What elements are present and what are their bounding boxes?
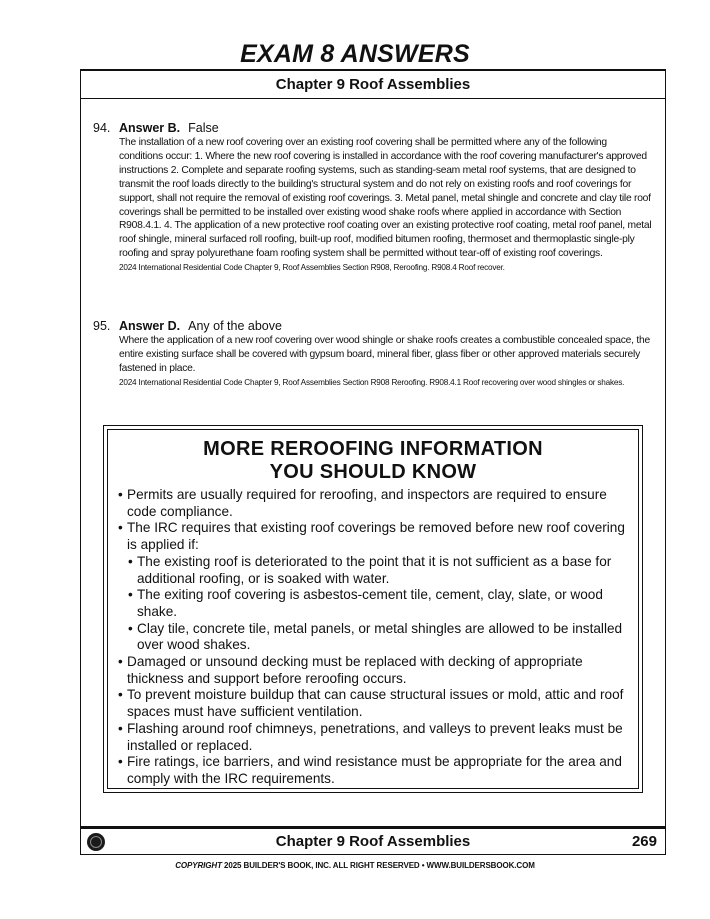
reroofing-info-box (103, 425, 643, 793)
info-list (108, 487, 638, 788)
question-number: 94. (93, 121, 111, 135)
answer-explanation: The installation of a new roof covering over an existing roof covering shall be permitted where any of the following conditions occur: 1. Where the new roof covering is installed in accordance with the roof covering manufacturer's approved instructions 2. Complete and separate roofing systems, such as standing-seam metal roof systems, that are designed to transmit the roof loads directly to the building's structural system and do not rely on existing roofs and roof coverings for support, shall not require the removal of existing roof coverings. 3. Metal panel, metal shingle and concrete and clay tile roof coverings shall be permitted to be installed over existing wood shake roofs where applied in accordance with Section R908.4.1. 4. The application of a new protective roof coating over an existing protective roof coating, metal roof panel, metal roof shingle, mineral surfaced roll roofing, built-up roof, modified bitumen roofing, thermoset and thermoplastic single-ply roofing and spray polyurethane foam roofing system shall be permitted without tear-off of existing roof coverings. (119, 137, 652, 260)
info-item: • Fire ratings, ice barriers, and wind resistance must be appropriate for the area and comply with the IRC requirements. (118, 754, 622, 786)
bullet-icon: • (128, 553, 133, 569)
bullet-icon: • (118, 487, 123, 502)
info-item: • To prevent moisture buildup that can cause structural issues or mold, attic and roof spaces must have sufficient ventilation. (118, 687, 624, 720)
info-subitem: • Clay tile, concrete tile, metal panels, or metal shingles are allowed to be installed over wood shakes. (128, 620, 623, 653)
bullet-icon: • (128, 620, 133, 636)
answer-explanation: Where the application of a new roof covering over wood shingle or shake roofs creates a combustible concealed space, the entire existing surface shall be covered with gypsum board, mineral fiber, glass fiber or other approved materials securely fastened in place. (119, 335, 650, 374)
answer-choice: Any of the above (188, 319, 282, 333)
answer-heading (93, 121, 653, 136)
answer-key: Answer D. (119, 319, 181, 333)
answer-94 (93, 121, 653, 273)
code-reference: 2024 International Residential Code Chapter 9, Roof Assemblies Section R908 Reroofing. R908.4.1 Roof recovering over wood shingles or shakes. (119, 377, 625, 387)
info-item: • Flashing around roof chimneys, penetrations, and valleys to prevent leaks must be installed or replaced. (118, 720, 623, 753)
bullet-icon: • (118, 654, 123, 670)
info-item: • Damaged or unsound decking must be replaced with decking of appropriate thickness and support before reroofing occurs. (118, 654, 583, 686)
answer-choice: False (188, 121, 219, 135)
copyright-notice: COPYRIGHT 2025 BUILDER'S BOOK, INC. ALL RIGHT RESERVED • WWW.BUILDERSBOOK.COM (175, 861, 535, 870)
page-title: EXAM 8 ANSWERS (240, 40, 470, 68)
info-box-title (108, 438, 638, 484)
bullet-icon: • (118, 754, 123, 770)
question-number: 95. (93, 319, 111, 333)
info-box-inner-border (107, 429, 639, 789)
bullet-icon: • (118, 520, 123, 536)
info-subitem: • The exiting roof covering is asbestos-cement tile, cement, clay, slate, or wood shake. (128, 587, 603, 619)
bullet-icon: • (118, 720, 123, 736)
info-item: • Permits are usually required for reroofing, and inspectors are required to ensure code compliance. (118, 487, 607, 519)
footer-chapter-title: Chapter 9 Roof Assemblies (275, 833, 471, 850)
info-title-line-2: YOU SHOULD KNOW (269, 461, 477, 483)
info-title-line-1: MORE REROOFING INFORMATION (203, 438, 543, 460)
chapter-header: Chapter 9 Roof Assemblies (81, 71, 665, 99)
answer-key: Answer B. (119, 121, 181, 135)
info-subitem: • The existing roof is deteriorated to the point that it is not sufficient as a base for additional roofing, or is soaked with water. (128, 553, 612, 586)
bullet-icon: • (128, 587, 133, 603)
answer-95 (93, 319, 653, 388)
answer-heading (93, 319, 653, 334)
page-number: 269 (631, 833, 657, 850)
page-footer (81, 826, 665, 856)
info-item: • The IRC requires that existing roof coverings be removed before new roof covering is applied if: (118, 520, 625, 553)
bullet-icon: • (118, 687, 123, 703)
code-reference: 2024 International Residential Code Chapter 9, Roof Assemblies Section R908, Reroofing. R908.4 Roof recover. (119, 263, 505, 273)
page-frame (80, 69, 666, 855)
